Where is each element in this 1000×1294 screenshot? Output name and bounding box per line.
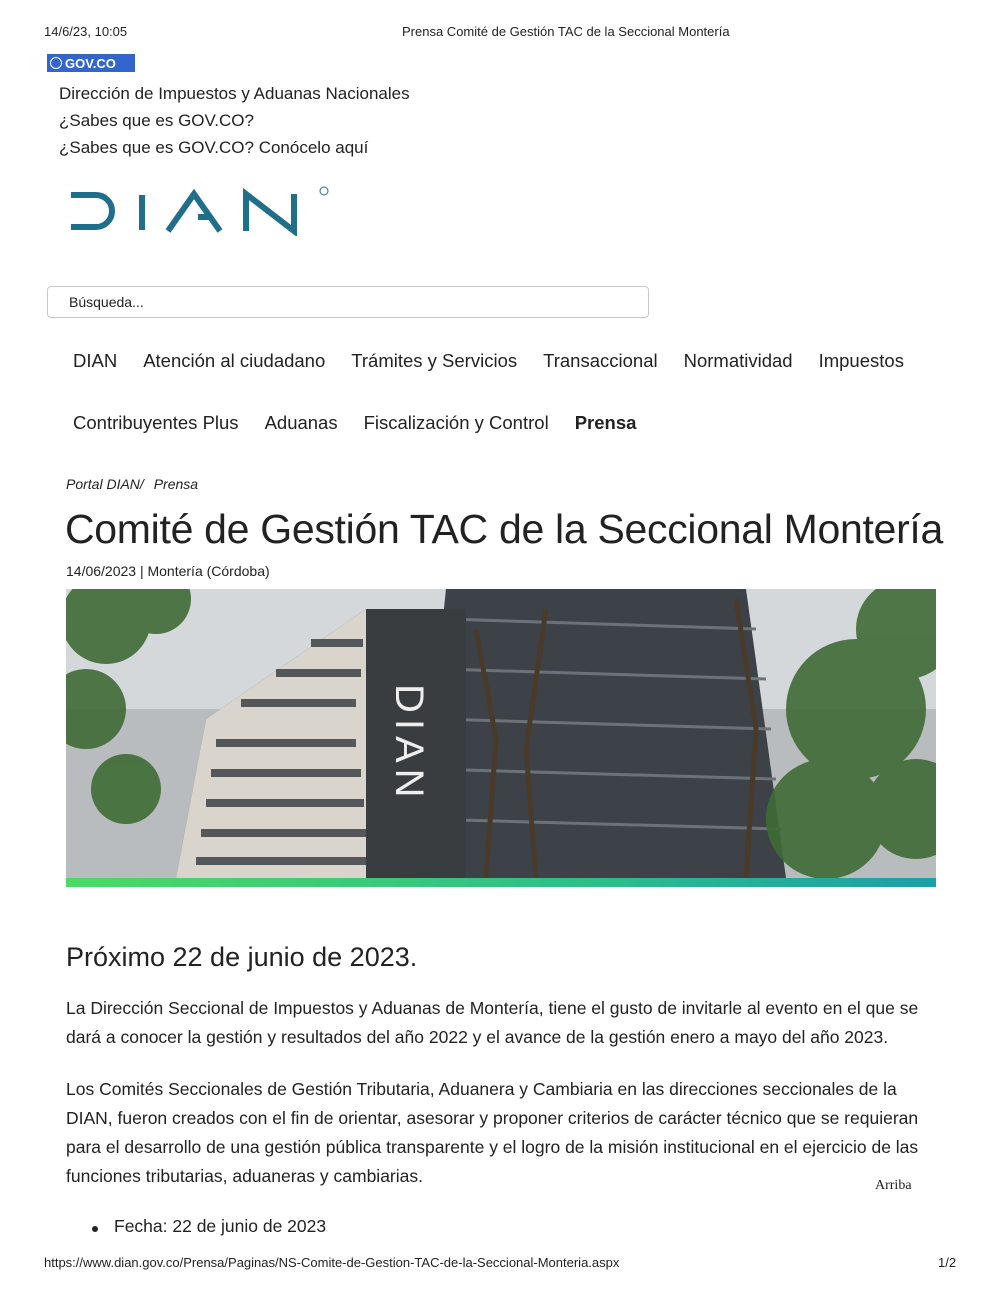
article-subtitle: Próximo 22 de junio de 2023. (66, 942, 418, 972)
page-title: Comité de Gestión TAC de la Seccional Montería (65, 506, 944, 552)
print-url: https://www.dian.gov.co/Prensa/Paginas/NS-Comite-de-Gestion-TAC-de-la-Seccional-Monteria.aspx (44, 1255, 620, 1270)
svg-text:DIAN: DIAN (387, 684, 431, 804)
nav-item-transaccional[interactable]: Transaccional (543, 350, 658, 371)
back-to-top-link[interactable]: Arriba (875, 1178, 912, 1193)
list-item: Fecha: 22 de junio de 2023 (92, 1216, 326, 1237)
search-placeholder: Búsqueda... (69, 294, 144, 310)
nav-item-tramites[interactable]: Trámites y Servicios (351, 350, 518, 371)
article-meta: 14/06/2023 | Montería (Córdoba) (66, 563, 270, 579)
govco-logo-link[interactable] (47, 54, 135, 72)
breadcrumb-portal[interactable]: Portal DIAN/ (66, 476, 144, 492)
dian-logo-icon (68, 186, 332, 236)
govco-label: GOV.CO (65, 55, 116, 71)
dian-building-photo (66, 589, 936, 878)
nav-item-fiscalizacion[interactable]: Fiscalización y Control (363, 412, 549, 433)
event-details-list (92, 1216, 326, 1237)
print-page-number: 1/2 (938, 1255, 957, 1270)
breadcrumb (66, 476, 204, 492)
gov-links (59, 80, 410, 161)
breadcrumb-prensa[interactable]: Prensa (153, 476, 199, 492)
nav-item-impuestos[interactable]: Impuestos (818, 350, 904, 371)
print-title: Prensa Comité de Gestión TAC de la Seccional Montería (402, 24, 730, 39)
nav-item-prensa[interactable]: Prensa (574, 412, 637, 433)
dian-logo[interactable] (68, 186, 332, 241)
gov-link-dian[interactable]: Dirección de Impuestos y Aduanas Nacionales (59, 84, 410, 103)
nav-item-contribuyentes-plus[interactable]: Contribuyentes Plus (73, 412, 239, 433)
gov-link-know-govco[interactable]: ¿Sabes que es GOV.CO? Conócelo aquí (59, 138, 369, 157)
main-nav-row-1 (73, 350, 930, 372)
article-paragraph-2: Los Comités Seccionales de Gestión Tributaria, Aduanera y Cambiaria en las direcciones seccionales de la DIAN, fueron creados con el fin de orientar, asesorar y proponer criterios de carácter técnico que se requieran para el desarrollo de una gestión pública transparente y el logro de la misión institucional en el ejercicio de las funciones tributarias, aduaneras y cambiarias. (66, 1079, 919, 1186)
main-nav-row-2 (73, 412, 662, 434)
colombia-seal-icon (50, 57, 62, 69)
hero-image (66, 589, 936, 878)
print-datetime: 14/6/23, 10:05 (44, 24, 128, 39)
hero-accent-bar (66, 878, 936, 887)
article-paragraph-1: La Dirección Seccional de Impuestos y Aduanas de Montería, tiene el gusto de invitarle al evento en el que se dará a conocer la gestión y resultados del año 2022 y el avance de la gestión enero a mayo del año 2023. (66, 998, 919, 1047)
nav-item-aduanas[interactable]: Aduanas (264, 412, 338, 433)
nav-item-dian[interactable]: DIAN (73, 350, 118, 371)
nav-item-atencion[interactable]: Atención al ciudadano (143, 350, 326, 371)
nav-item-normatividad[interactable]: Normatividad (683, 350, 793, 371)
search-input[interactable] (47, 286, 649, 318)
gov-link-what-is-govco[interactable]: ¿Sabes que es GOV.CO? (59, 111, 254, 130)
